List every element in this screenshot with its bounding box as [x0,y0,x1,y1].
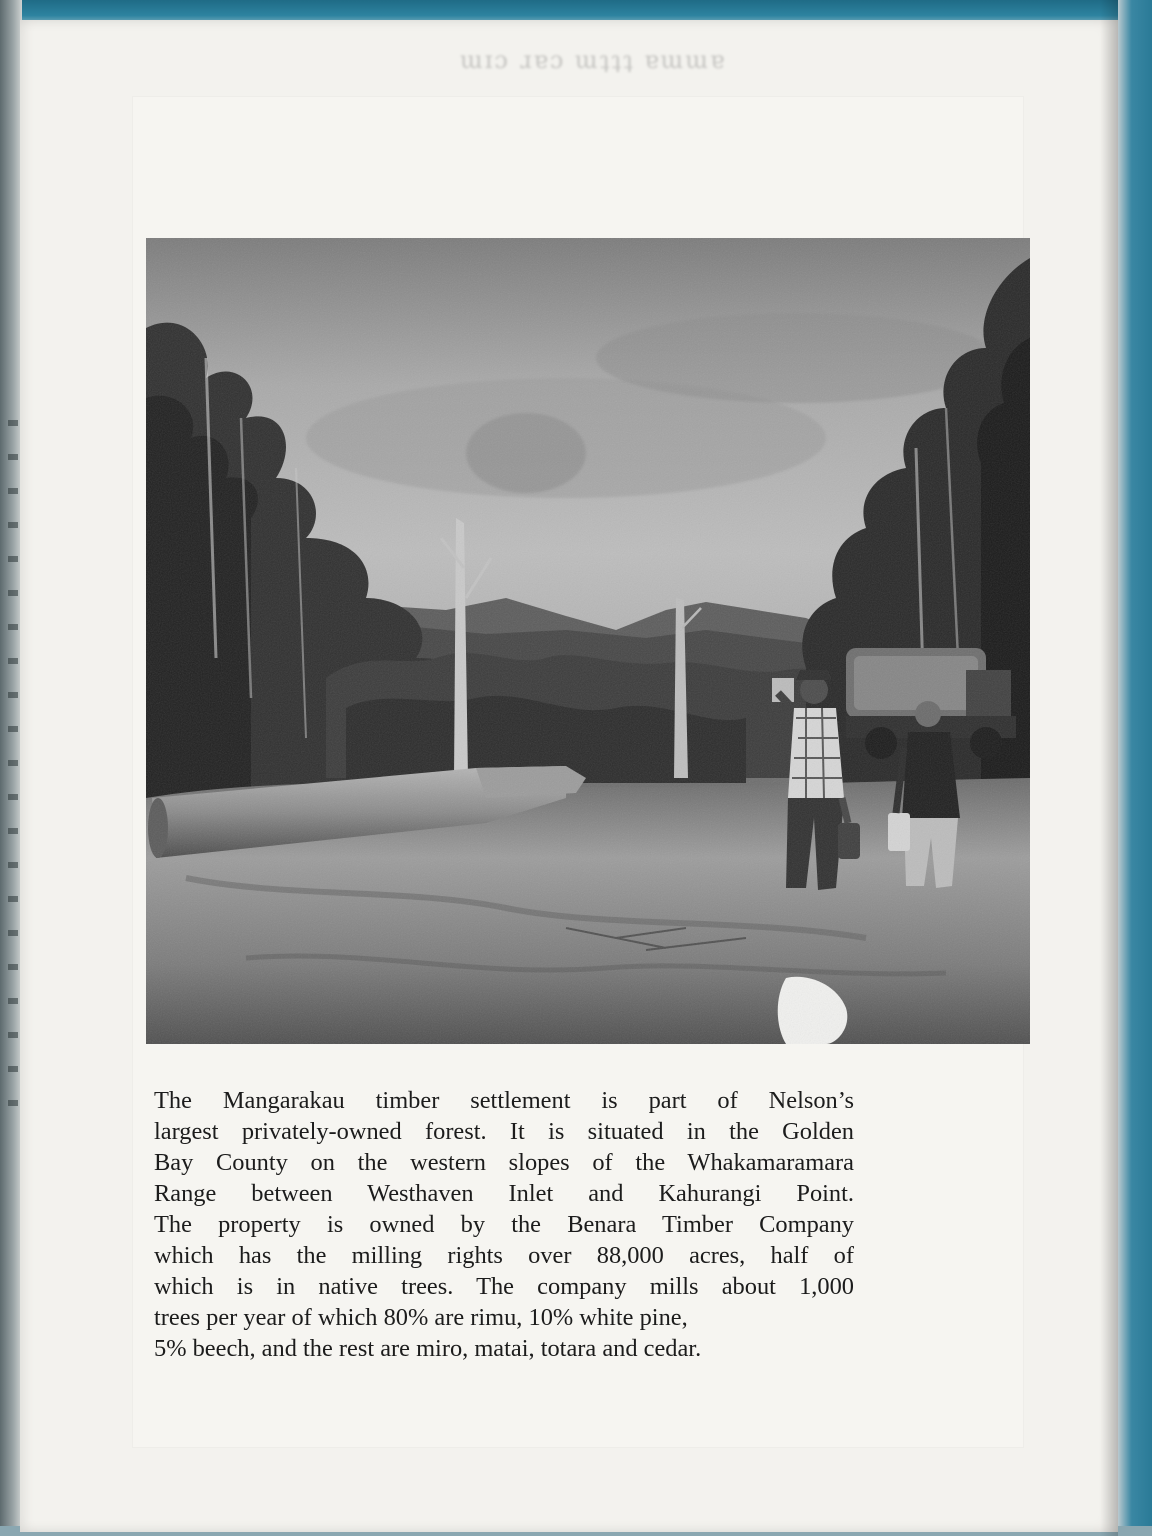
photo-caption [154,1085,854,1364]
forest-clearing-photograph [146,238,1030,1044]
caption-line: Bay County on the western slopes of the Whakamaramara [154,1149,854,1176]
caption-line: which is in native trees. The company mills about 1,000 [154,1273,854,1300]
page-gutter-shadow [1100,0,1118,1536]
caption-line: 5% beech, and the rest are miro, matai, totara and cedar. [154,1335,702,1362]
caption-line: largest privately-owned forest. It is situated in the Golden [154,1118,854,1145]
show-through-text: ɯɪɔ ɹɐɔ ɯʇʇʇ ɐɯɯɐ [460,46,727,74]
book-cover-right-edge [1118,0,1152,1536]
caption-line: which has the milling rights over 88,000 acres, half of [154,1242,854,1269]
caption-line: The property is owned by the Benara Timber Company [154,1211,854,1238]
spine-wear-marks [8,420,18,1120]
caption-line: trees per year of which 80% are rimu, 10% white pine, [154,1304,688,1331]
caption-line: Range between Westhaven Inlet and Kahurangi Point. [154,1180,854,1207]
caption-line: The Mangarakau timber settlement is part of Nelson’s [154,1087,854,1114]
